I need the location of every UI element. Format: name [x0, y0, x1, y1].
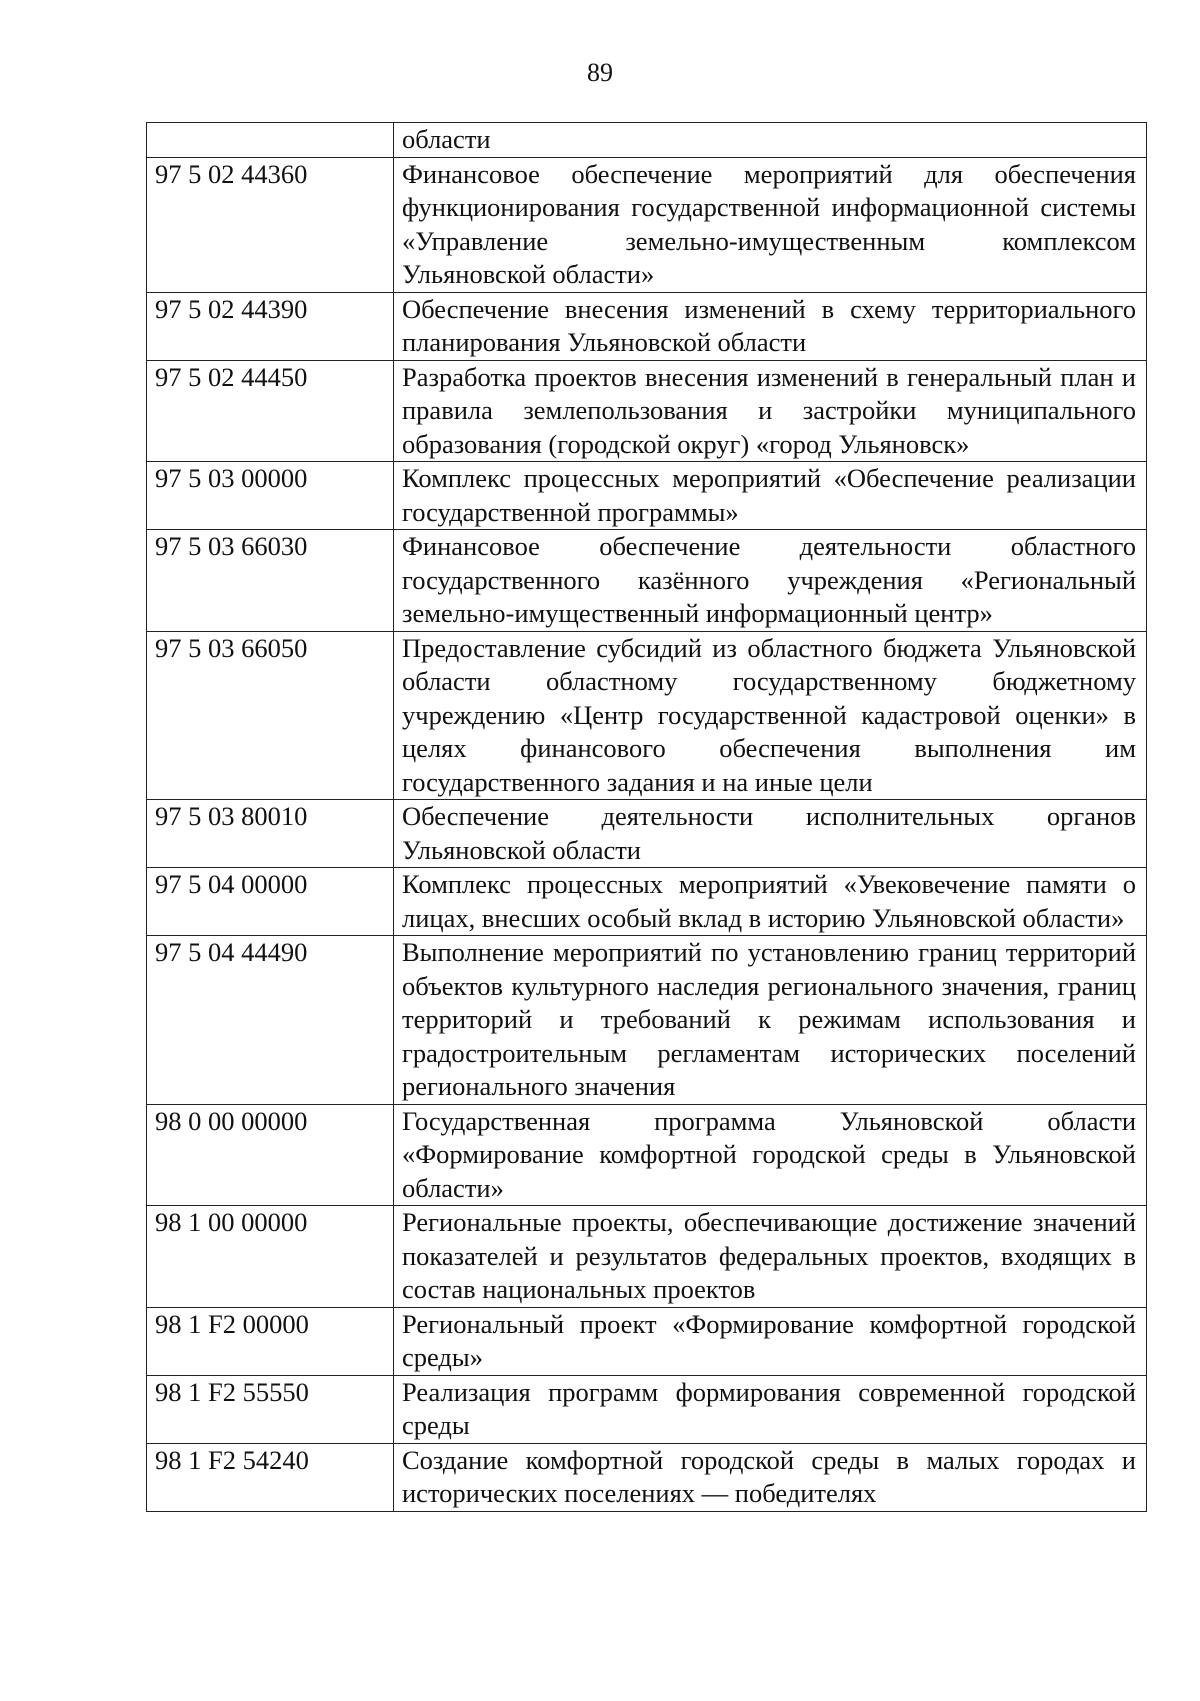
code-cell: 97 5 03 80010 — [147, 800, 394, 868]
table-row — [147, 936, 1147, 1105]
description-cell: Реализация программ формирования современной городской среды — [394, 1375, 1147, 1443]
table-row — [147, 123, 1147, 158]
code-cell: 97 5 02 44450 — [147, 360, 394, 462]
table-row — [147, 1206, 1147, 1308]
description-cell: Финансовое обеспечение мероприятий для обеспечения функционирования государственной информационной системы «Управление земельно-имущественным комплексом Ульяновской области» — [394, 157, 1147, 292]
code-cell — [147, 123, 394, 158]
table-row — [147, 1104, 1147, 1206]
table-row — [147, 631, 1147, 800]
code-cell: 97 5 04 00000 — [147, 868, 394, 936]
code-cell: 98 1 00 00000 — [147, 1206, 394, 1308]
description-cell: Обеспечение внесения изменений в схему территориального планирования Ульяновской области — [394, 292, 1147, 360]
description-cell: Региональный проект «Формирование комфортной городской среды» — [394, 1307, 1147, 1375]
description-cell: Комплекс процессных мероприятий «Обеспечение реализации государственной программы» — [394, 462, 1147, 530]
code-cell: 98 1 F2 54240 — [147, 1443, 394, 1511]
description-cell: Создание комфортной городской среды в малых городах и исторических поселениях — победителях — [394, 1443, 1147, 1511]
code-cell: 97 5 02 44360 — [147, 157, 394, 292]
code-cell: 98 1 F2 00000 — [147, 1307, 394, 1375]
table-row — [147, 1443, 1147, 1511]
code-cell: 97 5 02 44390 — [147, 292, 394, 360]
description-cell: Разработка проектов внесения изменений в генеральный план и правила землепользования и застройки муниципального образования (городской округ) «город Ульяновск» — [394, 360, 1147, 462]
code-cell: 97 5 03 00000 — [147, 462, 394, 530]
table-row — [147, 800, 1147, 868]
budget-classification-table — [146, 122, 1147, 1512]
table-row — [147, 1375, 1147, 1443]
table-row — [147, 360, 1147, 462]
description-cell: Государственная программа Ульяновской области «Формирование комфортной городской среды в Ульяновской области» — [394, 1104, 1147, 1206]
description-cell: Обеспечение деятельности исполнительных органов Ульяновской области — [394, 800, 1147, 868]
table-row — [147, 462, 1147, 530]
description-cell: области — [394, 123, 1147, 158]
code-cell: 97 5 04 44490 — [147, 936, 394, 1105]
description-cell: Выполнение мероприятий по установлению границ территорий объектов культурного наследия регионального значения, границ территорий и требований к режимам использования и градостроительным регламентам исторических поселений регионального значения — [394, 936, 1147, 1105]
description-cell: Комплекс процессных мероприятий «Увековечение памяти о лицах, внесших особый вклад в историю Ульяновской области» — [394, 868, 1147, 936]
description-cell: Региональные проекты, обеспечивающие достижение значений показателей и результатов федеральных проектов, входящих в состав национальных проектов — [394, 1206, 1147, 1308]
code-cell: 97 5 03 66030 — [147, 530, 394, 632]
table-row — [147, 868, 1147, 936]
page-number: 89 — [587, 58, 613, 87]
table-row — [147, 292, 1147, 360]
description-cell: Предоставление субсидий из областного бюджета Ульяновской области областному государственному бюджетному учреждению «Центр государственной кадастровой оценки» в целях финансового обеспечения выполнения им государственного задания и на иные цели — [394, 631, 1147, 800]
code-cell: 98 0 00 00000 — [147, 1104, 394, 1206]
table-row — [147, 1307, 1147, 1375]
description-cell: Финансовое обеспечение деятельности областного государственного казённого учреждения «Региональный земельно-имущественный информационный центр» — [394, 530, 1147, 632]
table-row — [147, 530, 1147, 632]
code-cell: 98 1 F2 55550 — [147, 1375, 394, 1443]
table-row — [147, 157, 1147, 292]
code-cell: 97 5 03 66050 — [147, 631, 394, 800]
